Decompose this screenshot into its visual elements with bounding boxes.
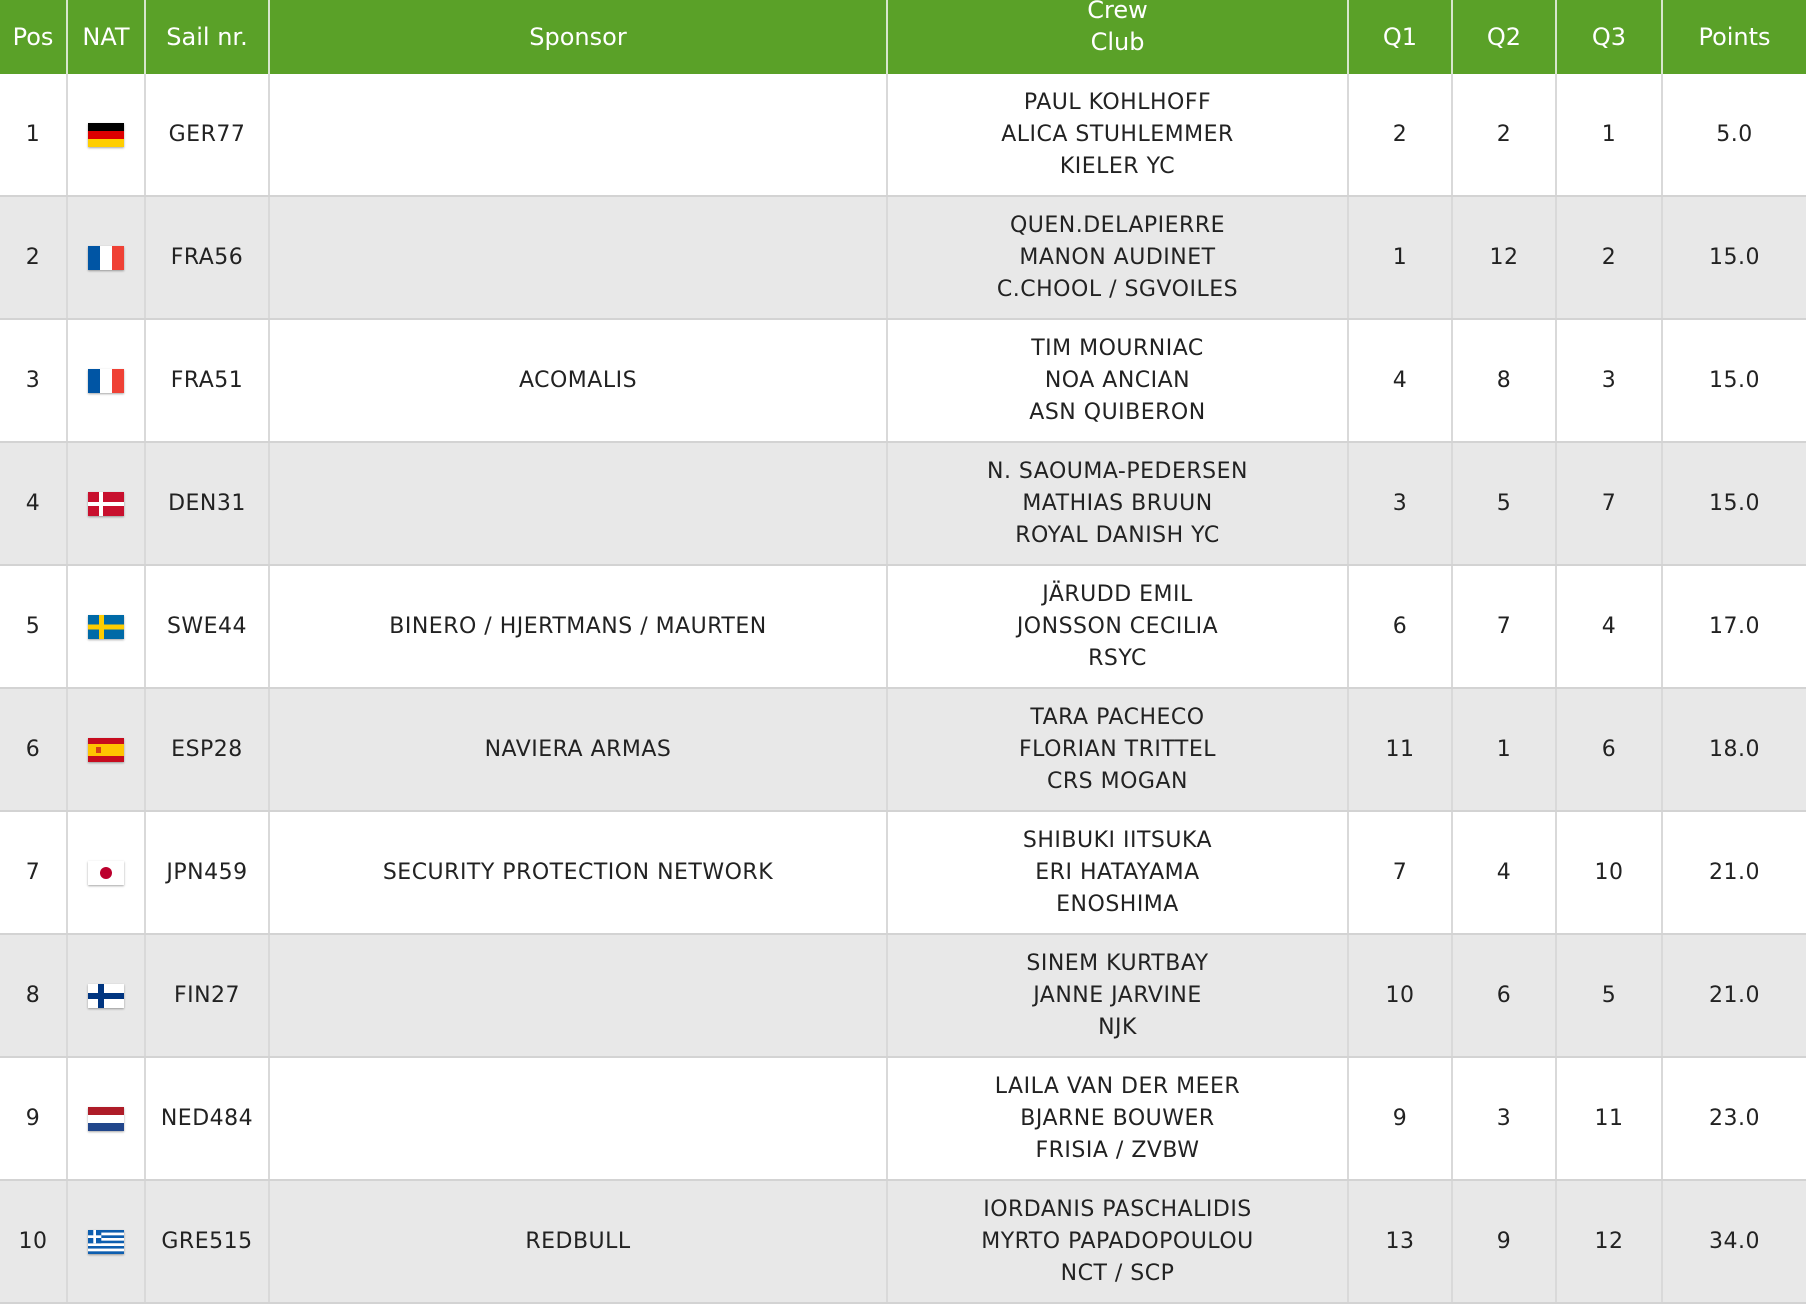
pos-cell: 3: [0, 319, 67, 442]
japan-flag-icon: [88, 861, 124, 885]
header-pos[interactable]: Pos: [0, 0, 67, 74]
nat-cell: [67, 811, 145, 934]
crew-member-1: TARA PACHECO: [1030, 704, 1205, 730]
table-row[interactable]: [0, 934, 1806, 1057]
q1-cell: 7: [1348, 811, 1452, 934]
q2-cell: 6: [1452, 934, 1556, 1057]
header-sponsor[interactable]: Sponsor: [269, 0, 887, 74]
sponsor-cell: REDBULL: [269, 1180, 887, 1303]
header-q2[interactable]: Q2: [1452, 0, 1556, 74]
q2-cell: 7: [1452, 565, 1556, 688]
spain-flag-icon: [88, 738, 124, 762]
points-cell: 5.0: [1662, 74, 1806, 196]
q2-cell: 5: [1452, 442, 1556, 565]
pos-cell: 9: [0, 1057, 67, 1180]
denmark-flag-icon: [88, 492, 124, 516]
club-name: ASN QUIBERON: [1029, 399, 1206, 425]
nat-cell: [67, 442, 145, 565]
nat-cell: [67, 688, 145, 811]
q3-cell: 3: [1556, 319, 1662, 442]
points-cell: 21.0: [1662, 811, 1806, 934]
crew-club-cell: [887, 688, 1348, 811]
crew-member-1: JÄRUDD EMIL: [1042, 581, 1193, 607]
crew-member-2: BJARNE BOUWER: [1020, 1105, 1215, 1131]
crew-member-1: SINEM KURTBAY: [1026, 950, 1209, 976]
crew-member-2: MATHIAS BRUUN: [1022, 490, 1213, 516]
nat-cell: [67, 934, 145, 1057]
q1-cell: 2: [1348, 74, 1452, 196]
crew-member-2: NOA ANCIAN: [1044, 367, 1191, 393]
sponsor-cell: [269, 934, 887, 1057]
crew-club-cell: [887, 1057, 1348, 1180]
crew-member-2: JANNE JARVINE: [1033, 982, 1202, 1008]
header-points[interactable]: Points: [1662, 0, 1806, 74]
points-cell: 15.0: [1662, 319, 1806, 442]
points-cell: 15.0: [1662, 196, 1806, 319]
crew-club-cell: [887, 565, 1348, 688]
sail-cell: ESP28: [145, 688, 269, 811]
greece-flag-icon: [88, 1230, 124, 1254]
crew-member-1: QUEN.DELAPIERRE: [1009, 212, 1226, 238]
header-crew-club[interactable]: [887, 0, 1348, 74]
sail-cell: SWE44: [145, 565, 269, 688]
table-row[interactable]: [0, 74, 1806, 196]
sail-cell: FRA51: [145, 319, 269, 442]
points-cell: 23.0: [1662, 1057, 1806, 1180]
q3-cell: 5: [1556, 934, 1662, 1057]
q1-cell: 13: [1348, 1180, 1452, 1303]
points-cell: 34.0: [1662, 1180, 1806, 1303]
nat-cell: [67, 1180, 145, 1303]
q1-cell: 11: [1348, 688, 1452, 811]
crew-club-cell: [887, 934, 1348, 1057]
table-row[interactable]: [0, 565, 1806, 688]
q3-cell: 7: [1556, 442, 1662, 565]
table-row[interactable]: [0, 196, 1806, 319]
sponsor-cell: [269, 442, 887, 565]
crew-club-cell: [887, 1180, 1348, 1303]
crew-club-cell: [887, 811, 1348, 934]
pos-cell: 5: [0, 565, 67, 688]
club-name: CRS MOGAN: [1047, 768, 1188, 794]
q3-cell: 1: [1556, 74, 1662, 196]
crew-member-2: JONSSON CECILIA: [1016, 613, 1219, 639]
netherlands-flag-icon: [88, 1107, 124, 1131]
q2-cell: 3: [1452, 1057, 1556, 1180]
q1-cell: 1: [1348, 196, 1452, 319]
pos-cell: 1: [0, 74, 67, 196]
nat-cell: [67, 74, 145, 196]
q2-cell: 4: [1452, 811, 1556, 934]
q2-cell: 12: [1452, 196, 1556, 319]
club-name: RSYC: [1088, 645, 1147, 671]
q1-cell: 3: [1348, 442, 1452, 565]
header-crew: Crew: [1087, 0, 1148, 24]
crew-member-2: ALICA STUHLEMMER: [1001, 121, 1234, 147]
crew-member-1: IORDANIS PASCHALIDIS: [983, 1196, 1252, 1222]
sponsor-cell: BINERO / HJERTMANS / MAURTEN: [269, 565, 887, 688]
crew-member-1: PAUL KOHLHOFF: [1023, 89, 1212, 115]
table-row[interactable]: [0, 688, 1806, 811]
club-name: NCT / SCP: [1060, 1260, 1175, 1286]
nat-cell: [67, 196, 145, 319]
table-header: [0, 0, 1806, 74]
header-nat[interactable]: NAT: [67, 0, 145, 74]
table-body: [0, 74, 1806, 1303]
q3-cell: 2: [1556, 196, 1662, 319]
finland-flag-icon: [88, 984, 124, 1008]
crew-club-cell: [887, 319, 1348, 442]
q3-cell: 4: [1556, 565, 1662, 688]
nat-cell: [67, 1057, 145, 1180]
q2-cell: 1: [1452, 688, 1556, 811]
q1-cell: 9: [1348, 1057, 1452, 1180]
header-q1[interactable]: Q1: [1348, 0, 1452, 74]
sponsor-cell: SECURITY PROTECTION NETWORK: [269, 811, 887, 934]
sponsor-cell: [269, 74, 887, 196]
sail-cell: FIN27: [145, 934, 269, 1057]
nat-cell: [67, 565, 145, 688]
crew-member-2: FLORIAN TRITTEL: [1018, 736, 1217, 762]
sweden-flag-icon: [88, 615, 124, 639]
sail-cell: GRE515: [145, 1180, 269, 1303]
sail-cell: NED484: [145, 1057, 269, 1180]
crew-member-1: TIM MOURNIAC: [1031, 335, 1204, 361]
sail-cell: FRA56: [145, 196, 269, 319]
crew-club-cell: [887, 196, 1348, 319]
france-flag-icon: [88, 369, 124, 393]
table-row[interactable]: [0, 1180, 1806, 1303]
q2-cell: 8: [1452, 319, 1556, 442]
sail-cell: GER77: [145, 74, 269, 196]
sponsor-cell: NAVIERA ARMAS: [269, 688, 887, 811]
nat-cell: [67, 319, 145, 442]
sponsor-cell: [269, 196, 887, 319]
france-flag-icon: [88, 246, 124, 270]
pos-cell: 8: [0, 934, 67, 1057]
q1-cell: 6: [1348, 565, 1452, 688]
crew-club-cell: [887, 442, 1348, 565]
points-cell: 15.0: [1662, 442, 1806, 565]
q2-cell: 9: [1452, 1180, 1556, 1303]
header-sail[interactable]: Sail nr.: [145, 0, 269, 74]
q1-cell: 10: [1348, 934, 1452, 1057]
club-name: C.CHOOL / SGVOILES: [996, 276, 1239, 302]
q1-cell: 4: [1348, 319, 1452, 442]
header-q3[interactable]: Q3: [1556, 0, 1662, 74]
q2-cell: 2: [1452, 74, 1556, 196]
q3-cell: 12: [1556, 1180, 1662, 1303]
crew-member-2: MANON AUDINET: [1019, 244, 1216, 270]
points-cell: 17.0: [1662, 565, 1806, 688]
sponsor-cell: ACOMALIS: [269, 319, 887, 442]
pos-cell: 4: [0, 442, 67, 565]
crew-member-2: ERI HATAYAMA: [1035, 859, 1200, 885]
club-name: FRISIA / ZVBW: [1035, 1137, 1200, 1163]
table-row[interactable]: [0, 1057, 1806, 1180]
q3-cell: 11: [1556, 1057, 1662, 1180]
points-cell: 18.0: [1662, 688, 1806, 811]
q3-cell: 10: [1556, 811, 1662, 934]
club-name: KIELER YC: [1059, 153, 1176, 179]
table-row[interactable]: [0, 811, 1806, 934]
club-name: ROYAL DANISH YC: [1015, 522, 1220, 548]
club-name: NJK: [1098, 1014, 1137, 1040]
crew-club-cell: [887, 74, 1348, 196]
q3-cell: 6: [1556, 688, 1662, 811]
germany-flag-icon: [88, 123, 124, 147]
crew-member-1: LAILA VAN DER MEER: [994, 1073, 1241, 1099]
header-club: Club: [1090, 28, 1145, 56]
pos-cell: 6: [0, 688, 67, 811]
points-cell: 21.0: [1662, 934, 1806, 1057]
pos-cell: 10: [0, 1180, 67, 1303]
pos-cell: 7: [0, 811, 67, 934]
table-row[interactable]: [0, 319, 1806, 442]
pos-cell: 2: [0, 196, 67, 319]
crew-member-1: SHIBUKI IITSUKA: [1022, 827, 1213, 853]
club-name: ENOSHIMA: [1056, 891, 1179, 917]
sail-cell: JPN459: [145, 811, 269, 934]
sponsor-cell: [269, 1057, 887, 1180]
crew-member-2: MYRTO PAPADOPOULOU: [981, 1228, 1254, 1254]
sail-cell: DEN31: [145, 442, 269, 565]
crew-member-1: N. SAOUMA-PEDERSEN: [986, 458, 1248, 484]
table-row[interactable]: [0, 442, 1806, 565]
